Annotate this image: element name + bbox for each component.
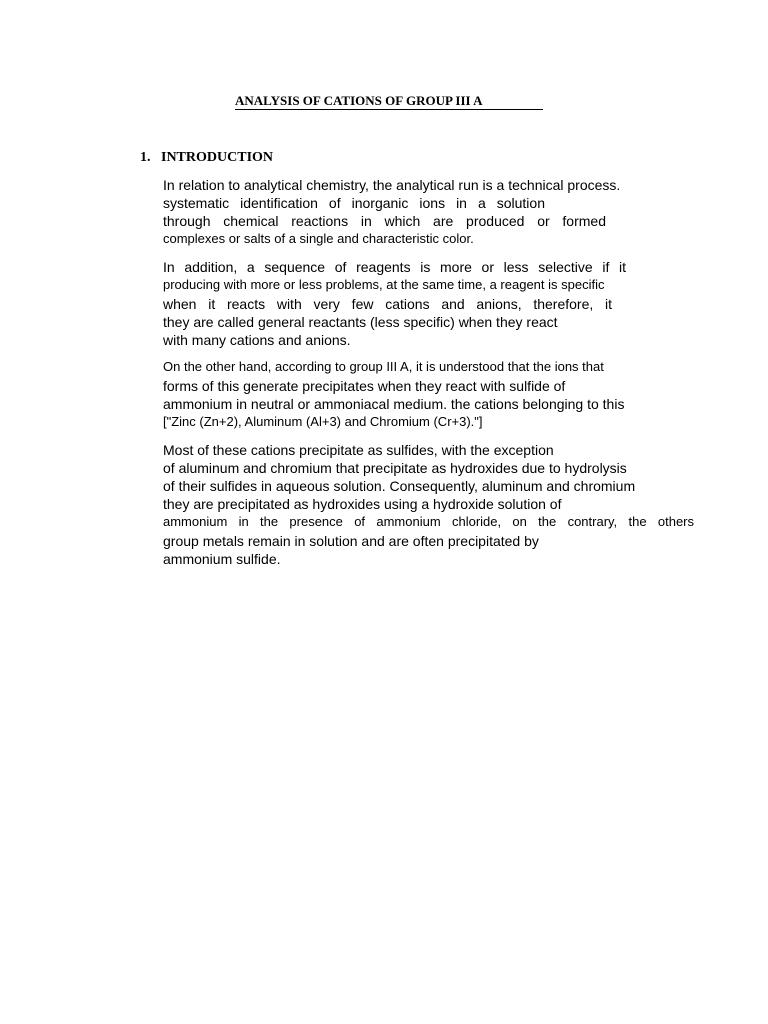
text-line: of their sulfides in aqueous solution. Consequently, aluminum and chromium <box>163 478 636 494</box>
text-line: of aluminum and chromium that precipitate as hydroxides due to hydrolysis <box>163 460 627 476</box>
text-line: On the other hand, according to group III A, it is understood that the ions that <box>163 359 604 374</box>
text-line: forms of this generate precipitates when they react with sulfide of <box>163 378 566 394</box>
text-line: In addition, a sequence of reagents is more or less selective if it <box>163 259 626 275</box>
text-line: complexes or salts of a single and characteristic color. <box>163 231 474 246</box>
text-line: when it reacts with very few cations and anions, therefore, it <box>163 296 612 312</box>
text-line: ammonium sulfide. <box>163 551 281 567</box>
section-number: 1. <box>140 150 151 165</box>
text-line: In relation to analytical chemistry, the analytical run is a technical process. <box>163 177 621 193</box>
section-title: INTRODUCTION <box>161 150 274 165</box>
text-line: ammonium in neutral or ammoniacal medium. the cations belonging to this <box>163 396 625 412</box>
text-line: group metals remain in solution and are often precipitated by <box>163 533 539 549</box>
text-line: Most of these cations precipitate as sulfides, with the exception <box>163 442 554 458</box>
text-line: ammonium in the presence of ammonium chloride, on the contrary, the others <box>163 514 694 529</box>
text-line: systematic identification of inorganic ions in a solution <box>163 195 545 211</box>
text-line: through chemical reactions in which are produced or formed <box>163 213 606 229</box>
section-heading <box>140 149 273 166</box>
text-line: producing with more or less problems, at the same time, a reagent is specific <box>163 277 605 292</box>
text-line: they are called general reactants (less specific) when they react <box>163 314 558 330</box>
text-line: they are precipitated as hydroxides using a hydroxide solution of <box>163 496 562 512</box>
document-title: ANALYSIS OF CATIONS OF GROUP III A <box>235 93 543 110</box>
text-line: ["Zinc (Zn+2), Aluminum (Al+3) and Chromium (Cr+3)."] <box>163 414 483 429</box>
text-line: with many cations and anions. <box>163 332 351 348</box>
